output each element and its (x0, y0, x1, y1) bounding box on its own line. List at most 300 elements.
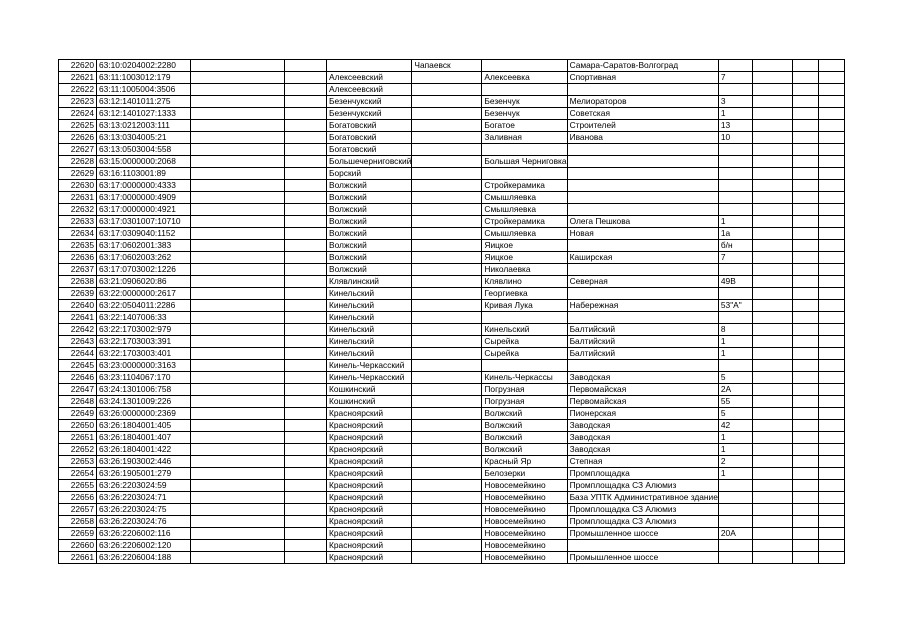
settlement-cell[interactable]: Кинель-Черкассы (482, 372, 567, 384)
empty-cell[interactable] (191, 456, 285, 468)
empty-cell[interactable] (285, 240, 327, 252)
city-cell[interactable] (412, 300, 482, 312)
empty-cell[interactable] (792, 468, 818, 480)
empty-cell[interactable] (285, 156, 327, 168)
row-number-cell[interactable]: 22621 (59, 72, 97, 84)
district-cell[interactable]: Богатовский (327, 120, 412, 132)
district-cell[interactable]: Волжский (327, 204, 412, 216)
empty-cell[interactable] (792, 168, 818, 180)
street-cell[interactable] (567, 204, 718, 216)
district-cell[interactable]: Кинельский (327, 348, 412, 360)
city-cell[interactable] (412, 432, 482, 444)
district-cell[interactable]: Красноярский (327, 504, 412, 516)
city-cell[interactable] (412, 84, 482, 96)
empty-cell[interactable] (191, 480, 285, 492)
empty-cell[interactable] (792, 84, 818, 96)
empty-cell[interactable] (285, 312, 327, 324)
settlement-cell[interactable]: Большая Черниговка (482, 156, 567, 168)
empty-cell[interactable] (818, 216, 844, 228)
settlement-cell[interactable]: Смышляевка (482, 204, 567, 216)
row-number-cell[interactable]: 22636 (59, 252, 97, 264)
cadastral-number-cell[interactable]: 63:22:1703003:401 (97, 348, 191, 360)
house-cell[interactable]: б/н (718, 240, 752, 252)
street-cell[interactable]: Балтийский (567, 348, 718, 360)
empty-cell[interactable] (285, 72, 327, 84)
district-cell[interactable]: Волжский (327, 228, 412, 240)
house-cell[interactable]: 1 (718, 432, 752, 444)
settlement-cell[interactable]: Сырейка (482, 348, 567, 360)
district-cell[interactable]: Безенчукский (327, 96, 412, 108)
empty-cell[interactable] (752, 132, 792, 144)
row-number-cell[interactable]: 22625 (59, 120, 97, 132)
row-number-cell[interactable]: 22651 (59, 432, 97, 444)
empty-cell[interactable] (191, 384, 285, 396)
house-cell[interactable]: 3 (718, 96, 752, 108)
street-cell[interactable]: Заводская (567, 372, 718, 384)
settlement-cell[interactable]: Новосемейкино (482, 480, 567, 492)
city-cell[interactable] (412, 408, 482, 420)
settlement-cell[interactable] (482, 312, 567, 324)
empty-cell[interactable] (792, 492, 818, 504)
district-cell[interactable]: Красноярский (327, 516, 412, 528)
empty-cell[interactable] (792, 288, 818, 300)
empty-cell[interactable] (792, 252, 818, 264)
house-cell[interactable]: 1а (718, 228, 752, 240)
cadastral-number-cell[interactable]: 63:26:2206004:188 (97, 552, 191, 564)
empty-cell[interactable] (191, 96, 285, 108)
empty-cell[interactable] (285, 492, 327, 504)
empty-cell[interactable] (792, 132, 818, 144)
street-cell[interactable]: Советская (567, 108, 718, 120)
empty-cell[interactable] (818, 468, 844, 480)
house-cell[interactable]: 49В (718, 276, 752, 288)
row-number-cell[interactable]: 22635 (59, 240, 97, 252)
settlement-cell[interactable]: Смышляевка (482, 192, 567, 204)
city-cell[interactable] (412, 132, 482, 144)
settlement-cell[interactable]: Безенчук (482, 96, 567, 108)
row-number-cell[interactable]: 22631 (59, 192, 97, 204)
house-cell[interactable]: 1 (718, 444, 752, 456)
settlement-cell[interactable] (482, 168, 567, 180)
cadastral-number-cell[interactable]: 63:22:1703002:979 (97, 324, 191, 336)
empty-cell[interactable] (285, 480, 327, 492)
house-cell[interactable]: 8 (718, 324, 752, 336)
street-cell[interactable]: Набережная (567, 300, 718, 312)
district-cell[interactable]: Кошкинский (327, 396, 412, 408)
city-cell[interactable] (412, 144, 482, 156)
empty-cell[interactable] (191, 372, 285, 384)
cadastral-number-cell[interactable]: 63:23:1104067:170 (97, 372, 191, 384)
empty-cell[interactable] (752, 120, 792, 132)
house-cell[interactable] (718, 312, 752, 324)
empty-cell[interactable] (285, 540, 327, 552)
cadastral-number-cell[interactable]: 63:24:1301009:226 (97, 396, 191, 408)
row-number-cell[interactable]: 22650 (59, 420, 97, 432)
empty-cell[interactable] (818, 372, 844, 384)
empty-cell[interactable] (818, 360, 844, 372)
cadastral-number-cell[interactable]: 63:17:0000000:4333 (97, 180, 191, 192)
empty-cell[interactable] (285, 84, 327, 96)
settlement-cell[interactable]: Стройкерамика (482, 180, 567, 192)
house-cell[interactable] (718, 264, 752, 276)
cadastral-number-cell[interactable]: 63:22:0504011:2286 (97, 300, 191, 312)
district-cell[interactable]: Кинельский (327, 288, 412, 300)
empty-cell[interactable] (285, 432, 327, 444)
empty-cell[interactable] (752, 492, 792, 504)
house-cell[interactable] (718, 168, 752, 180)
empty-cell[interactable] (818, 456, 844, 468)
empty-cell[interactable] (752, 252, 792, 264)
cadastral-number-cell[interactable]: 63:15:0000000:2068 (97, 156, 191, 168)
street-cell[interactable] (567, 144, 718, 156)
empty-cell[interactable] (285, 336, 327, 348)
settlement-cell[interactable]: Волжский (482, 432, 567, 444)
empty-cell[interactable] (818, 348, 844, 360)
empty-cell[interactable] (818, 504, 844, 516)
empty-cell[interactable] (792, 516, 818, 528)
empty-cell[interactable] (285, 552, 327, 564)
empty-cell[interactable] (191, 396, 285, 408)
empty-cell[interactable] (191, 516, 285, 528)
empty-cell[interactable] (792, 444, 818, 456)
empty-cell[interactable] (191, 156, 285, 168)
empty-cell[interactable] (818, 60, 844, 72)
city-cell[interactable] (412, 336, 482, 348)
cadastral-number-cell[interactable]: 63:13:0304005:21 (97, 132, 191, 144)
row-number-cell[interactable]: 22627 (59, 144, 97, 156)
city-cell[interactable] (412, 444, 482, 456)
city-cell[interactable] (412, 420, 482, 432)
row-number-cell[interactable]: 22632 (59, 204, 97, 216)
empty-cell[interactable] (191, 300, 285, 312)
empty-cell[interactable] (818, 336, 844, 348)
row-number-cell[interactable]: 22659 (59, 528, 97, 540)
district-cell[interactable]: Кинельский (327, 312, 412, 324)
street-cell[interactable] (567, 156, 718, 168)
empty-cell[interactable] (285, 300, 327, 312)
row-number-cell[interactable]: 22654 (59, 468, 97, 480)
empty-cell[interactable] (752, 444, 792, 456)
settlement-cell[interactable]: Георгиевка (482, 288, 567, 300)
empty-cell[interactable] (818, 180, 844, 192)
settlement-cell[interactable]: Волжский (482, 408, 567, 420)
empty-cell[interactable] (752, 336, 792, 348)
empty-cell[interactable] (752, 420, 792, 432)
cadastral-number-cell[interactable]: 63:26:2203024:75 (97, 504, 191, 516)
settlement-cell[interactable]: Сырейка (482, 336, 567, 348)
empty-cell[interactable] (191, 180, 285, 192)
empty-cell[interactable] (752, 180, 792, 192)
empty-cell[interactable] (792, 336, 818, 348)
empty-cell[interactable] (285, 324, 327, 336)
empty-cell[interactable] (191, 216, 285, 228)
city-cell[interactable] (412, 228, 482, 240)
empty-cell[interactable] (818, 264, 844, 276)
settlement-cell[interactable]: Заливная (482, 132, 567, 144)
cadastral-number-cell[interactable]: 63:11:1003012:179 (97, 72, 191, 84)
empty-cell[interactable] (191, 264, 285, 276)
empty-cell[interactable] (285, 468, 327, 480)
settlement-cell[interactable]: Алексеевка (482, 72, 567, 84)
settlement-cell[interactable]: Новосемейкино (482, 528, 567, 540)
district-cell[interactable]: Клявлинский (327, 276, 412, 288)
house-cell[interactable] (718, 180, 752, 192)
house-cell[interactable]: 55 (718, 396, 752, 408)
empty-cell[interactable] (752, 540, 792, 552)
house-cell[interactable]: 13 (718, 120, 752, 132)
empty-cell[interactable] (752, 156, 792, 168)
street-cell[interactable]: Промплощадка СЗ Алюмиз (567, 480, 718, 492)
street-cell[interactable]: Балтийский (567, 336, 718, 348)
empty-cell[interactable] (752, 504, 792, 516)
street-cell[interactable]: Промышленное шоссе (567, 552, 718, 564)
empty-cell[interactable] (818, 168, 844, 180)
empty-cell[interactable] (818, 480, 844, 492)
empty-cell[interactable] (285, 168, 327, 180)
empty-cell[interactable] (792, 72, 818, 84)
row-number-cell[interactable]: 22629 (59, 168, 97, 180)
city-cell[interactable] (412, 384, 482, 396)
house-cell[interactable] (718, 204, 752, 216)
street-cell[interactable] (567, 192, 718, 204)
city-cell[interactable] (412, 504, 482, 516)
empty-cell[interactable] (752, 312, 792, 324)
cadastral-number-cell[interactable]: 63:24:1301006:758 (97, 384, 191, 396)
row-number-cell[interactable]: 22643 (59, 336, 97, 348)
street-cell[interactable]: Новая (567, 228, 718, 240)
city-cell[interactable] (412, 516, 482, 528)
district-cell[interactable]: Красноярский (327, 492, 412, 504)
empty-cell[interactable] (285, 528, 327, 540)
city-cell[interactable] (412, 240, 482, 252)
empty-cell[interactable] (285, 456, 327, 468)
empty-cell[interactable] (285, 108, 327, 120)
empty-cell[interactable] (792, 144, 818, 156)
empty-cell[interactable] (752, 552, 792, 564)
cadastral-number-cell[interactable]: 63:26:1804001:405 (97, 420, 191, 432)
city-cell[interactable] (412, 216, 482, 228)
empty-cell[interactable] (285, 396, 327, 408)
empty-cell[interactable] (792, 408, 818, 420)
empty-cell[interactable] (818, 144, 844, 156)
city-cell[interactable] (412, 252, 482, 264)
empty-cell[interactable] (191, 528, 285, 540)
district-cell[interactable]: Волжский (327, 252, 412, 264)
row-number-cell[interactable]: 22661 (59, 552, 97, 564)
row-number-cell[interactable]: 22658 (59, 516, 97, 528)
empty-cell[interactable] (285, 504, 327, 516)
settlement-cell[interactable]: Погрузная (482, 396, 567, 408)
row-number-cell[interactable]: 22637 (59, 264, 97, 276)
empty-cell[interactable] (285, 228, 327, 240)
cadastral-number-cell[interactable]: 63:11:1005004:3506 (97, 84, 191, 96)
settlement-cell[interactable]: Безенчук (482, 108, 567, 120)
row-number-cell[interactable]: 22649 (59, 408, 97, 420)
empty-cell[interactable] (818, 228, 844, 240)
house-cell[interactable] (718, 156, 752, 168)
empty-cell[interactable] (792, 360, 818, 372)
empty-cell[interactable] (191, 144, 285, 156)
empty-cell[interactable] (752, 72, 792, 84)
house-cell[interactable] (718, 360, 752, 372)
house-cell[interactable] (718, 84, 752, 96)
settlement-cell[interactable]: Николаевка (482, 264, 567, 276)
settlement-cell[interactable]: Стройкерамика (482, 216, 567, 228)
row-number-cell[interactable]: 22641 (59, 312, 97, 324)
district-cell[interactable]: Волжский (327, 180, 412, 192)
empty-cell[interactable] (792, 276, 818, 288)
row-number-cell[interactable]: 22652 (59, 444, 97, 456)
city-cell[interactable] (412, 396, 482, 408)
empty-cell[interactable] (191, 444, 285, 456)
empty-cell[interactable] (752, 60, 792, 72)
row-number-cell[interactable]: 22638 (59, 276, 97, 288)
empty-cell[interactable] (818, 96, 844, 108)
district-cell[interactable]: Кошкинский (327, 384, 412, 396)
cadastral-number-cell[interactable]: 63:17:0309040:1152 (97, 228, 191, 240)
house-cell[interactable]: 1 (718, 468, 752, 480)
empty-cell[interactable] (752, 348, 792, 360)
city-cell[interactable] (412, 204, 482, 216)
district-cell[interactable]: Кинель-Черкасский (327, 360, 412, 372)
street-cell[interactable] (567, 180, 718, 192)
district-cell[interactable]: Волжский (327, 240, 412, 252)
district-cell[interactable]: Кинельский (327, 300, 412, 312)
empty-cell[interactable] (818, 276, 844, 288)
cadastral-number-cell[interactable]: 63:22:1703003:391 (97, 336, 191, 348)
street-cell[interactable] (567, 168, 718, 180)
empty-cell[interactable] (191, 468, 285, 480)
settlement-cell[interactable]: Смышляевка (482, 228, 567, 240)
district-cell[interactable]: Красноярский (327, 552, 412, 564)
empty-cell[interactable] (285, 276, 327, 288)
empty-cell[interactable] (752, 396, 792, 408)
empty-cell[interactable] (818, 528, 844, 540)
street-cell[interactable]: Балтийский (567, 324, 718, 336)
empty-cell[interactable] (285, 144, 327, 156)
empty-cell[interactable] (752, 372, 792, 384)
district-cell[interactable]: Красноярский (327, 408, 412, 420)
settlement-cell[interactable]: Красный Яр (482, 456, 567, 468)
cadastral-number-cell[interactable]: 63:17:0301007:10710 (97, 216, 191, 228)
empty-cell[interactable] (818, 420, 844, 432)
house-cell[interactable]: 1 (718, 216, 752, 228)
street-cell[interactable]: Промплощадка (567, 468, 718, 480)
row-number-cell[interactable]: 22624 (59, 108, 97, 120)
empty-cell[interactable] (792, 504, 818, 516)
city-cell[interactable] (412, 264, 482, 276)
city-cell[interactable] (412, 312, 482, 324)
settlement-cell[interactable]: Новосемейкино (482, 504, 567, 516)
row-number-cell[interactable]: 22646 (59, 372, 97, 384)
cadastral-number-cell[interactable]: 63:26:2206002:120 (97, 540, 191, 552)
empty-cell[interactable] (191, 120, 285, 132)
settlement-cell[interactable] (482, 60, 567, 72)
empty-cell[interactable] (818, 108, 844, 120)
house-cell[interactable] (718, 480, 752, 492)
cadastral-number-cell[interactable]: 63:16:1103001:89 (97, 168, 191, 180)
row-number-cell[interactable]: 22656 (59, 492, 97, 504)
empty-cell[interactable] (285, 516, 327, 528)
city-cell[interactable] (412, 540, 482, 552)
district-cell[interactable]: Борский (327, 168, 412, 180)
house-cell[interactable] (718, 540, 752, 552)
empty-cell[interactable] (818, 552, 844, 564)
city-cell[interactable] (412, 96, 482, 108)
empty-cell[interactable] (792, 480, 818, 492)
district-cell[interactable]: Красноярский (327, 432, 412, 444)
empty-cell[interactable] (792, 264, 818, 276)
district-cell[interactable]: Безенчукский (327, 108, 412, 120)
settlement-cell[interactable]: Богатое (482, 120, 567, 132)
house-cell[interactable]: 1 (718, 108, 752, 120)
empty-cell[interactable] (818, 204, 844, 216)
empty-cell[interactable] (285, 252, 327, 264)
empty-cell[interactable] (792, 420, 818, 432)
street-cell[interactable]: Степная (567, 456, 718, 468)
city-cell[interactable] (412, 528, 482, 540)
district-cell[interactable]: Красноярский (327, 480, 412, 492)
empty-cell[interactable] (285, 408, 327, 420)
empty-cell[interactable] (285, 444, 327, 456)
settlement-cell[interactable]: Новосемейкино (482, 552, 567, 564)
city-cell[interactable] (412, 108, 482, 120)
empty-cell[interactable] (792, 156, 818, 168)
cadastral-number-cell[interactable]: 63:17:0602003:262 (97, 252, 191, 264)
empty-cell[interactable] (818, 84, 844, 96)
street-cell[interactable] (567, 84, 718, 96)
empty-cell[interactable] (818, 408, 844, 420)
empty-cell[interactable] (792, 528, 818, 540)
row-number-cell[interactable]: 22626 (59, 132, 97, 144)
empty-cell[interactable] (818, 192, 844, 204)
empty-cell[interactable] (752, 300, 792, 312)
city-cell[interactable] (412, 276, 482, 288)
house-cell[interactable] (718, 60, 752, 72)
street-cell[interactable]: База УПТК Административное здание (567, 492, 718, 504)
street-cell[interactable]: Промышленное шоссе (567, 528, 718, 540)
empty-cell[interactable] (191, 132, 285, 144)
house-cell[interactable]: 2А (718, 384, 752, 396)
street-cell[interactable]: Промплощадка СЗ Алюмиз (567, 516, 718, 528)
empty-cell[interactable] (792, 372, 818, 384)
street-cell[interactable]: Заводская (567, 432, 718, 444)
empty-cell[interactable] (818, 132, 844, 144)
row-number-cell[interactable]: 22644 (59, 348, 97, 360)
empty-cell[interactable] (818, 432, 844, 444)
settlement-cell[interactable]: Яицкое (482, 240, 567, 252)
empty-cell[interactable] (191, 312, 285, 324)
empty-cell[interactable] (752, 228, 792, 240)
empty-cell[interactable] (191, 504, 285, 516)
city-cell[interactable] (412, 360, 482, 372)
empty-cell[interactable] (191, 168, 285, 180)
settlement-cell[interactable]: Белозерки (482, 468, 567, 480)
empty-cell[interactable] (285, 420, 327, 432)
empty-cell[interactable] (792, 384, 818, 396)
empty-cell[interactable] (191, 228, 285, 240)
empty-cell[interactable] (752, 216, 792, 228)
empty-cell[interactable] (752, 168, 792, 180)
row-number-cell[interactable]: 22653 (59, 456, 97, 468)
empty-cell[interactable] (752, 276, 792, 288)
city-cell[interactable] (412, 120, 482, 132)
empty-cell[interactable] (752, 456, 792, 468)
cadastral-number-cell[interactable]: 63:26:1804001:422 (97, 444, 191, 456)
empty-cell[interactable] (792, 180, 818, 192)
district-cell[interactable]: Кинель-Черкасский (327, 372, 412, 384)
empty-cell[interactable] (191, 60, 285, 72)
